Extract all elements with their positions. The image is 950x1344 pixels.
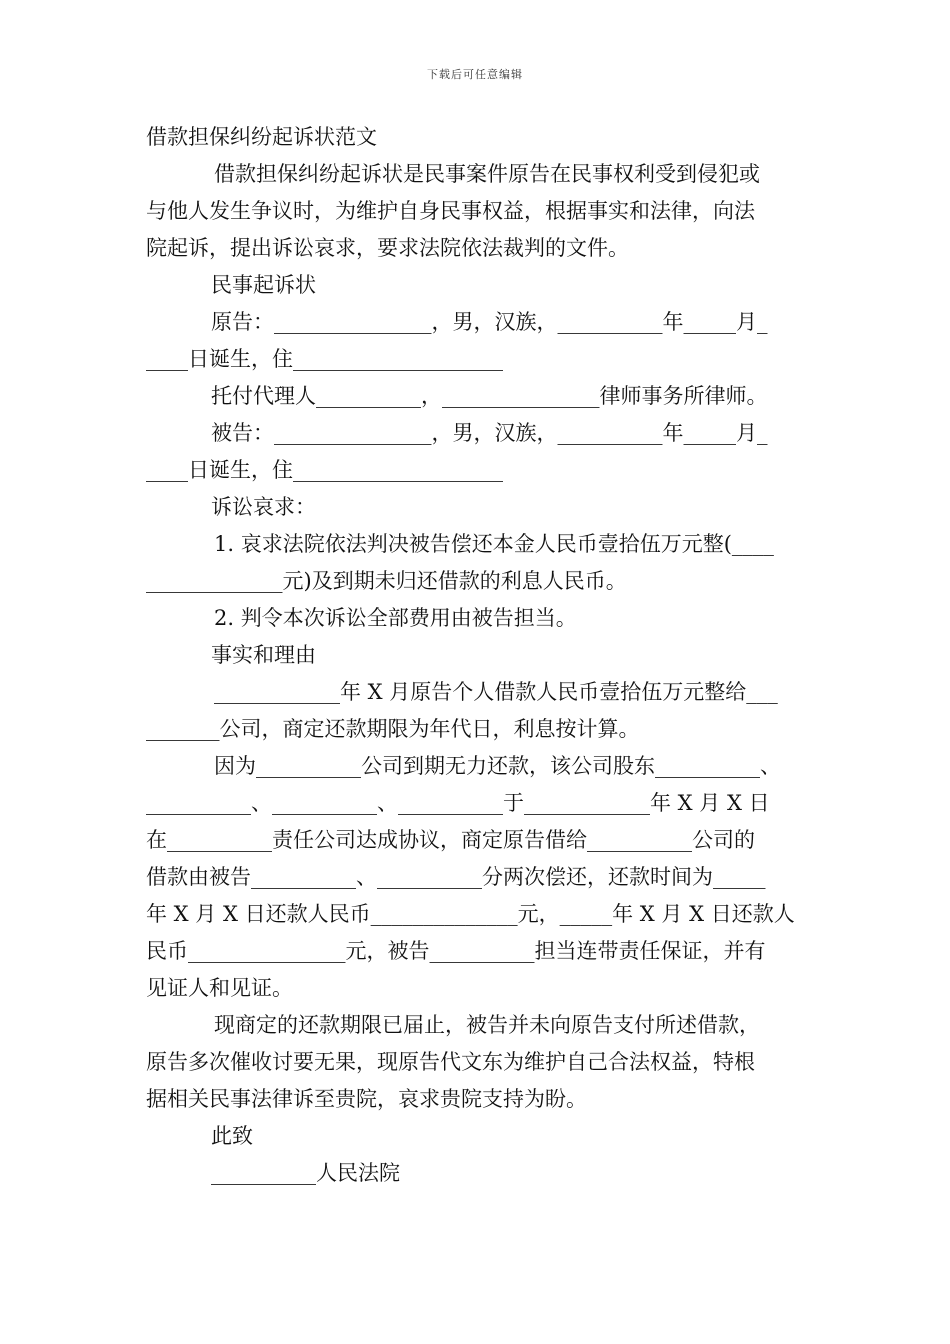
paragraph-line: 借款担保纠纷起诉状是民事案件原告在民事权利受到侵犯或 bbox=[214, 162, 760, 186]
closing-salutation: 此致 bbox=[211, 1124, 253, 1148]
court-addressee: __________人民法院 bbox=[211, 1161, 400, 1185]
paragraph-line: 1. 哀求法院依法判决被告偿还本金人民币壹拾伍万元整(____ bbox=[214, 532, 774, 556]
paragraph-line: 托付代理人__________，_______________律师事务所律师。 bbox=[211, 384, 768, 408]
paragraph-line: 2. 判令本次诉讼全部费用由被告担当。 bbox=[214, 606, 577, 630]
paragraph-line: ____日诞生，住____________________ bbox=[146, 347, 503, 371]
paragraph-line: 见证人和见证。 bbox=[146, 976, 293, 1000]
paragraph-line: 年 X 月 X 日还款人民币______________元，_____年 X 月 X 日还款人 bbox=[146, 902, 795, 926]
paragraph-line: _____________元)及到期未归还借款的利息人民币。 bbox=[146, 569, 627, 593]
paragraph-line: 院起诉，提出诉讼哀求，要求法院依法裁判的文件。 bbox=[146, 236, 629, 260]
page-header: 下载后可任意编辑 bbox=[427, 68, 523, 81]
paragraph-line: 与他人发生争议时，为维护自身民事权益，根据事实和法律，向法 bbox=[146, 199, 755, 223]
section-heading: 民事起诉状 bbox=[211, 273, 316, 297]
paragraph-line: __________、__________、__________于____________年 X 月 X 日 bbox=[146, 791, 770, 815]
paragraph-line: _______公司，商定还款期限为年代日，利息按计算。 bbox=[146, 717, 640, 741]
paragraph-line: 民币_______________元，被告__________担当连带责任保证，并有 bbox=[146, 939, 766, 963]
paragraph-line: 据相关民事法律诉至贵院，哀求贵院支持为盼。 bbox=[146, 1087, 587, 1111]
paragraph-line: 被告：_______________，男，汉族，__________年_____月_ bbox=[211, 421, 768, 445]
section-heading: 诉讼哀求： bbox=[211, 495, 316, 519]
paragraph-line: 在__________责任公司达成协议，商定原告借给__________公司的 bbox=[146, 828, 755, 852]
paragraph-line: 原告：_______________，男，汉族，__________年_____月_ bbox=[211, 310, 768, 334]
paragraph-line: 现商定的还款期限已届止，被告并未向原告支付所述借款， bbox=[214, 1013, 760, 1037]
paragraph-line: 借款由被告__________、__________分两次偿还，还款时间为_____ bbox=[146, 865, 766, 889]
document-title: 借款担保纠纷起诉状范文 bbox=[146, 125, 377, 149]
paragraph-line: 原告多次催收讨要无果，现原告代文东为维护自己合法权益，特根 bbox=[146, 1050, 755, 1074]
paragraph-line: ____日诞生，住____________________ bbox=[146, 458, 503, 482]
paragraph-line: ____________年 X 月原告个人借款人民币壹拾伍万元整给___ bbox=[214, 680, 778, 704]
paragraph-line: 因为__________公司到期无力还款，该公司股东__________、 bbox=[214, 754, 781, 778]
section-heading: 事实和理由 bbox=[211, 643, 316, 667]
